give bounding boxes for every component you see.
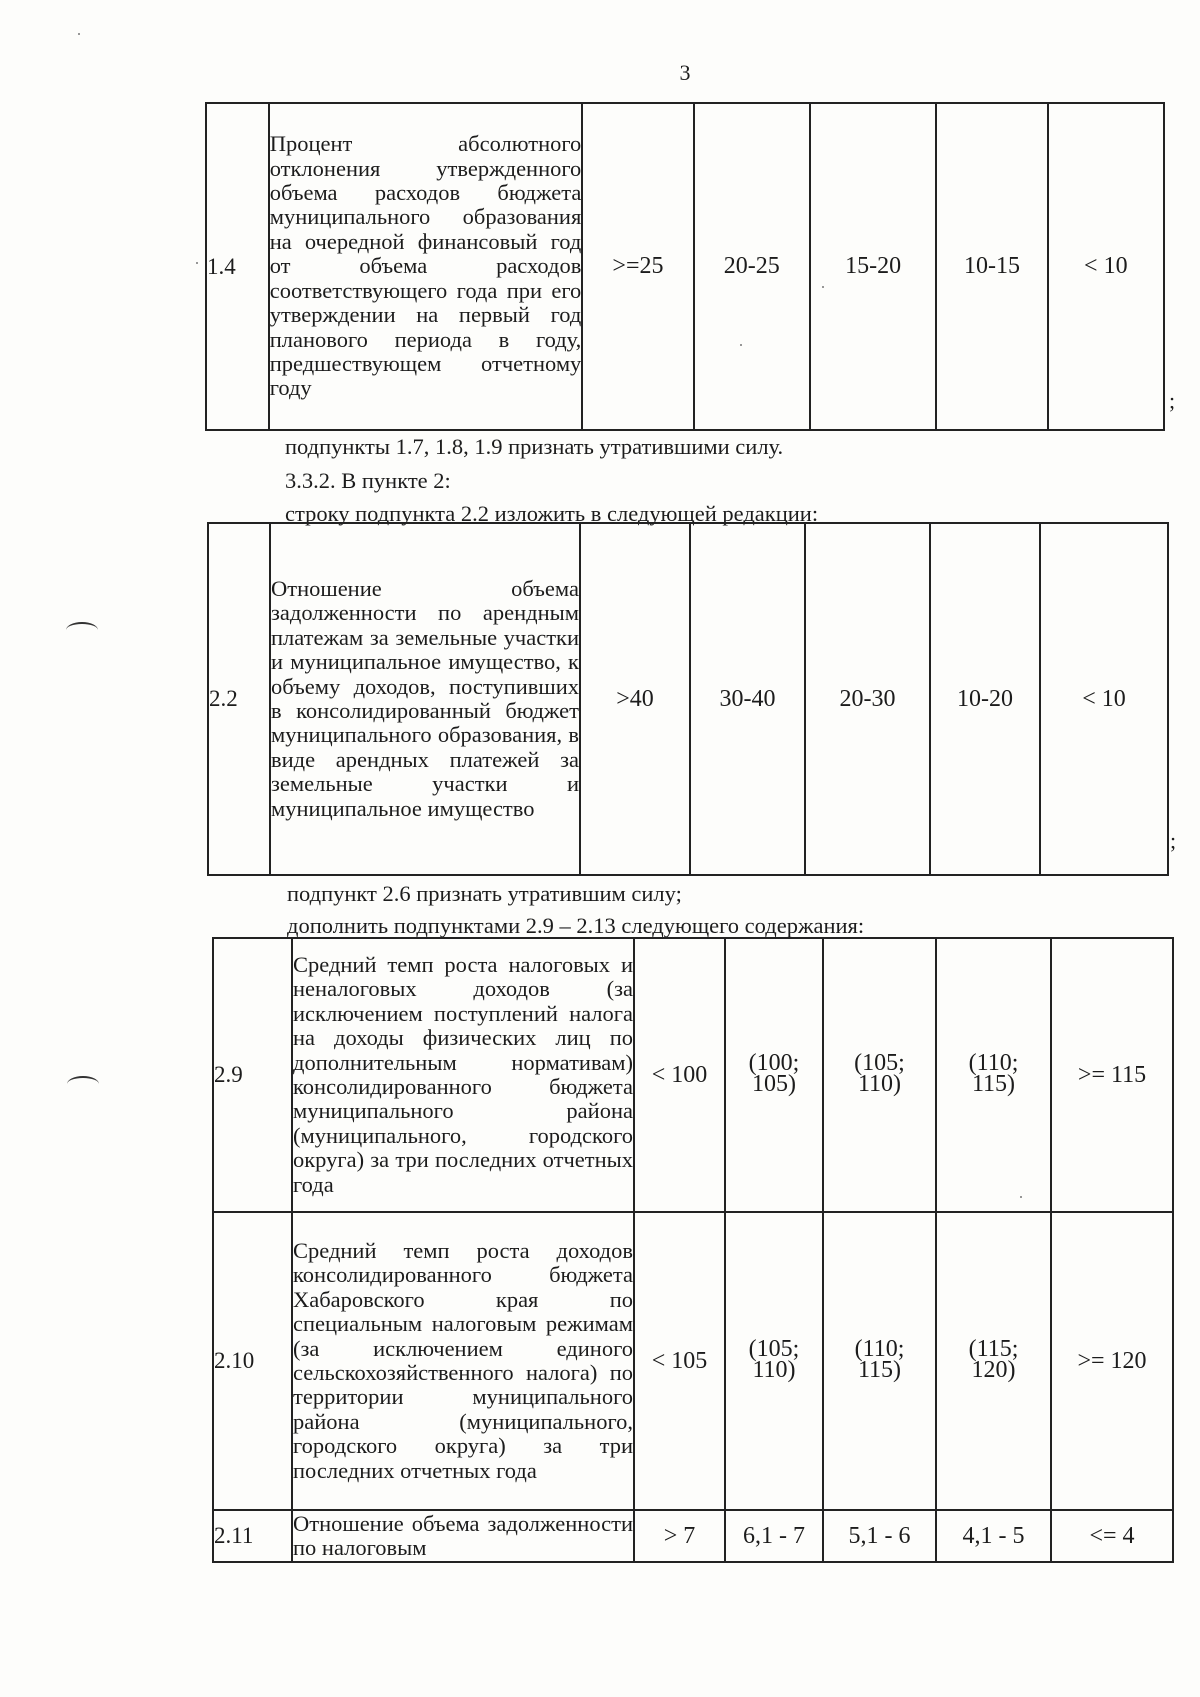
table-row-2-10 [213,1212,1173,1510]
value-cell: (105; 110) [725,1212,823,1510]
table-row-2-9 [213,938,1173,1212]
value-cell: 30-40 [690,523,805,875]
table-row-1-4 [205,102,1165,431]
row-number: 2.2 [208,523,270,875]
row-number: 2.11 [213,1510,292,1562]
row-description: Процент абсолютного отклонения утвержденного объема расходов бюджета муниципального образования на очередной финансовый год от объема расходов соответствующего года при его утверждении на первый год планового периода в году, предшествующем отчетному году [269,103,583,430]
value-cell: 10-15 [936,103,1047,430]
paragraph: подпункт 2.6 признать утратившим силу; [287,881,682,906]
value-cell: 6,1 - 7 [725,1510,823,1562]
row-description: Средний темп роста налоговых и неналоговых доходов (за исключением поступлений налога на доходы физических лиц по дополнительным нормативам) консолидированного бюджета муниципального района (муниципального, городского округа) за три последних отчетных года [292,938,634,1212]
value-cell: (105; 110) [823,938,936,1212]
value-cell: <= 4 [1051,1510,1173,1562]
value-cell: > 7 [634,1510,725,1562]
page-number: 3 [679,60,691,85]
scan-speck [1020,1196,1022,1198]
scan-speck [196,262,198,264]
value-cell: >= 120 [1051,1212,1173,1510]
punch-hole-mark [66,622,98,638]
scan-speck [78,33,80,35]
paragraph: 3.3.2. В пункте 2: [285,468,451,493]
indicator-table [212,937,1174,1563]
row-description: Отношение объема задолженности по арендным платежам за земельные участки и муниципальное имущество, к объему доходов, поступивших в консолидированный бюджет муниципального образования, в виде арендных платежей за земельные участки и муниципальное имущество [270,523,580,875]
paragraph: подпункты 1.7, 1.8, 1.9 признать утратившими силу. [285,434,784,459]
value-cell: >=25 [582,103,693,430]
scan-speck [822,286,824,288]
value-cell: 15-20 [810,103,936,430]
row-number: 1.4 [206,103,269,430]
value-cell: 20-25 [694,103,810,430]
row-description: Отношение объема задолженности по налоговым [293,1510,633,1560]
value-cell: < 10 [1048,103,1164,430]
value-cell: (100; 105) [725,938,823,1212]
row-number: 2.10 [213,1212,292,1510]
row-end-semicolon: ; [1169,388,1176,413]
value-cell: >= 115 [1051,938,1173,1212]
row-end-semicolon: ; [1170,828,1177,853]
value-cell: < 100 [634,938,725,1212]
value-cell: >40 [580,523,690,875]
table-row-2-11 [213,1510,1173,1562]
value-cell: 20-30 [805,523,930,875]
row-description: Средний темп роста доходов консолидированного бюджета Хабаровского края по специальным налоговым режимам (за исключением единого сельскохозяйственного налога) по территории муниципального района (муниципального, городского округа) за три последних отчетных года [292,1212,634,1510]
value-cell: < 10 [1040,523,1168,875]
paragraph: строку подпункта 2.2 изложить в следующей редакции: [285,501,819,526]
scan-speck [740,344,742,346]
value-cell: (110; 115) [936,938,1051,1212]
value-cell: < 105 [634,1212,725,1510]
paragraph: дополнить подпунктами 2.9 – 2.13 следующего содержания: [287,913,865,938]
punch-hole-mark [67,1076,99,1092]
value-cell: 5,1 - 6 [823,1510,936,1562]
value-cell: 10-20 [930,523,1040,875]
value-cell: 4,1 - 5 [936,1510,1051,1562]
value-cell: (110; 115) [823,1212,936,1510]
value-cell: (115; 120) [936,1212,1051,1510]
row-number: 2.9 [213,938,292,1212]
table-row-2-2 [207,522,1169,876]
